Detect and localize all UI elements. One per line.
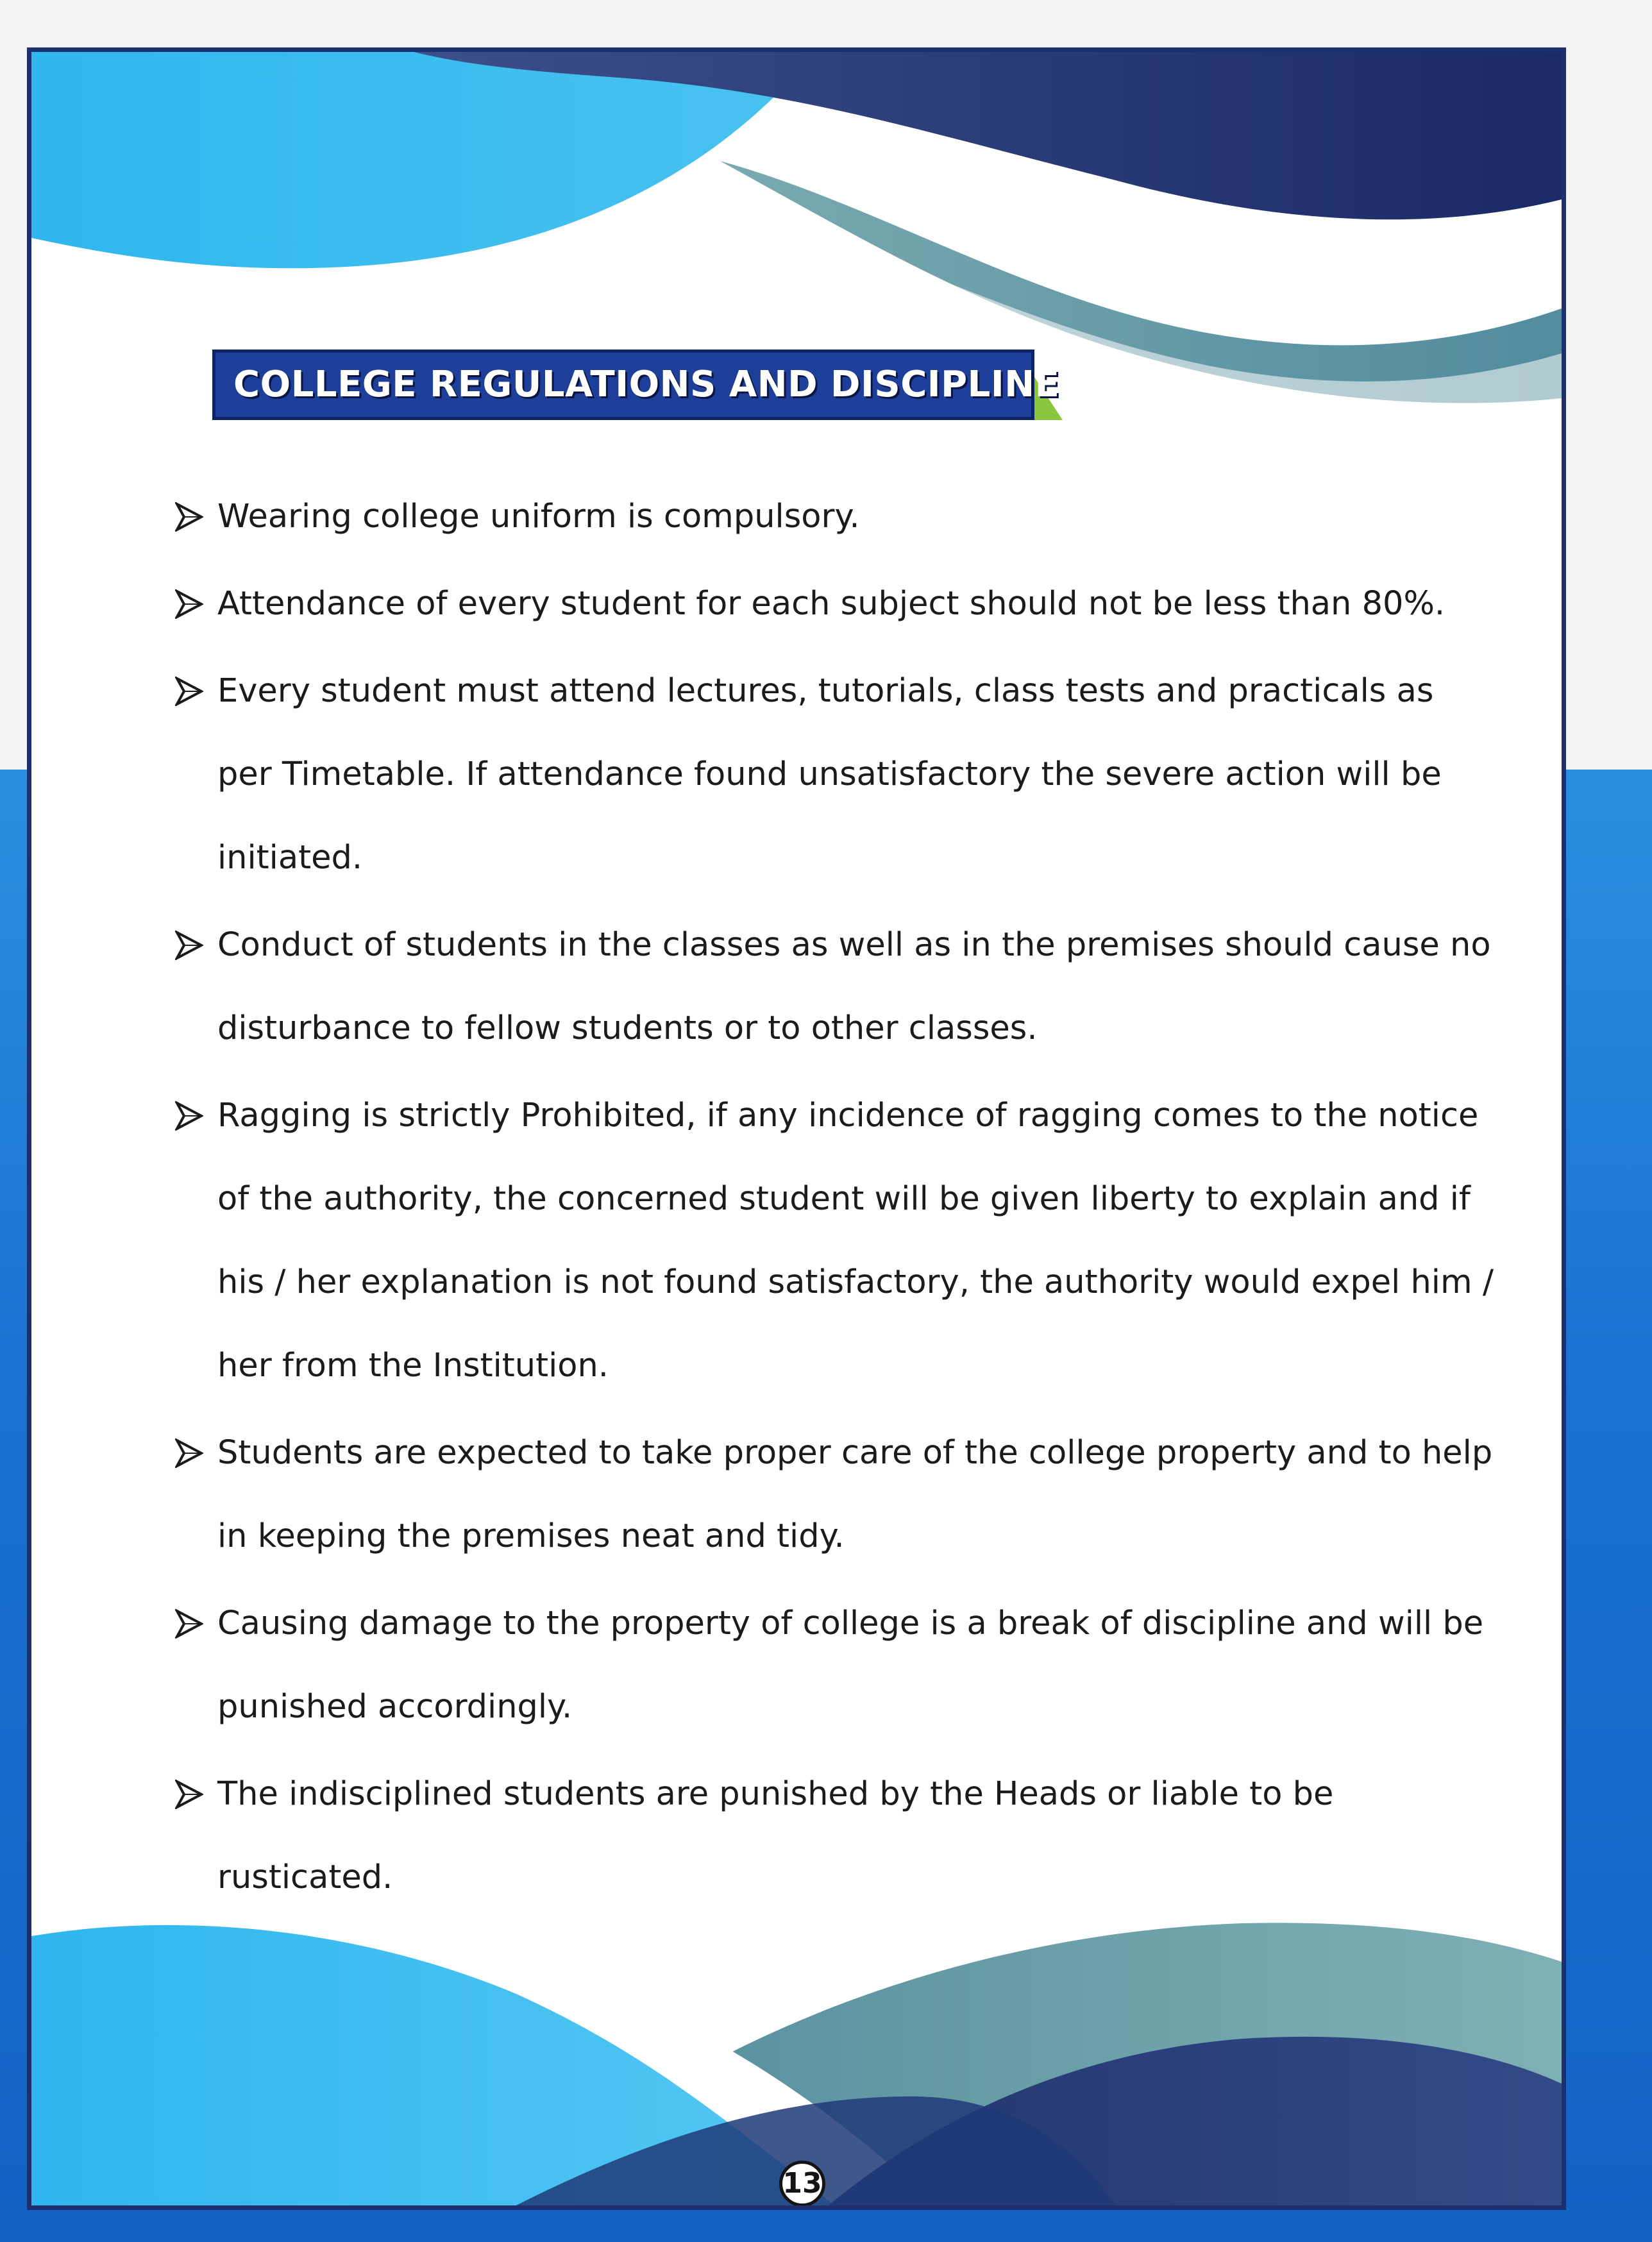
- arrowhead-bullet-icon: [175, 1753, 206, 1836]
- arrowhead-bullet-icon: [175, 1074, 206, 1158]
- rule-text: Students are expected to take proper care of the college property and to help in keeping the premises neat and tidy.: [217, 1434, 1493, 1555]
- rule-item: [175, 1412, 1496, 1578]
- arrowhead-bullet-icon: [175, 1412, 206, 1495]
- rule-text: The indisciplined students are punished by the Heads or liable to be rusticated.: [217, 1775, 1334, 1896]
- rule-text: Wearing college uniform is compulsory.: [217, 498, 860, 535]
- rule-text: Ragging is strictly Prohibited, if any incidence of ragging comes to the notice of the authority, the concerned student will be given liberty to explain and if his / her explanation is not found satisfactory, the authority would expel him / her from the Institution.: [217, 1097, 1494, 1385]
- rule-item: [175, 475, 1496, 559]
- arrowhead-bullet-icon: [175, 475, 206, 559]
- arrowhead-bullet-icon: [175, 1582, 206, 1665]
- rule-item: [175, 650, 1496, 900]
- section-heading: COLLEGE REGULATIONS AND DISCIPLINE: [212, 350, 1034, 420]
- rule-item: [175, 1753, 1496, 1919]
- rule-item: [175, 1074, 1496, 1408]
- bottom-wave-decoration: [31, 1904, 1562, 2205]
- page-number-badge: 13: [779, 2161, 825, 2207]
- arrowhead-bullet-icon: [175, 562, 206, 646]
- section-heading-banner: [212, 350, 1072, 420]
- regulations-list: [175, 475, 1496, 1923]
- rule-item: [175, 1582, 1496, 1749]
- rule-item: [175, 562, 1496, 646]
- brochure-page: [27, 47, 1566, 2210]
- rule-text: Conduct of students in the classes as well as in the premises should cause no disturbance to fellow students or to other classes.: [217, 926, 1491, 1047]
- rule-text: Attendance of every student for each subject should not be less than 80%.: [217, 585, 1446, 623]
- arrowhead-bullet-icon: [175, 904, 206, 987]
- rule-text: Causing damage to the property of college is a break of discipline and will be punished accordingly.: [217, 1605, 1484, 1726]
- arrowhead-bullet-icon: [175, 650, 206, 733]
- rule-item: [175, 904, 1496, 1070]
- rule-text: Every student must attend lectures, tutorials, class tests and practicals as per Timetable. If attendance found unsatisfactory the severe action will be initiated.: [217, 672, 1442, 877]
